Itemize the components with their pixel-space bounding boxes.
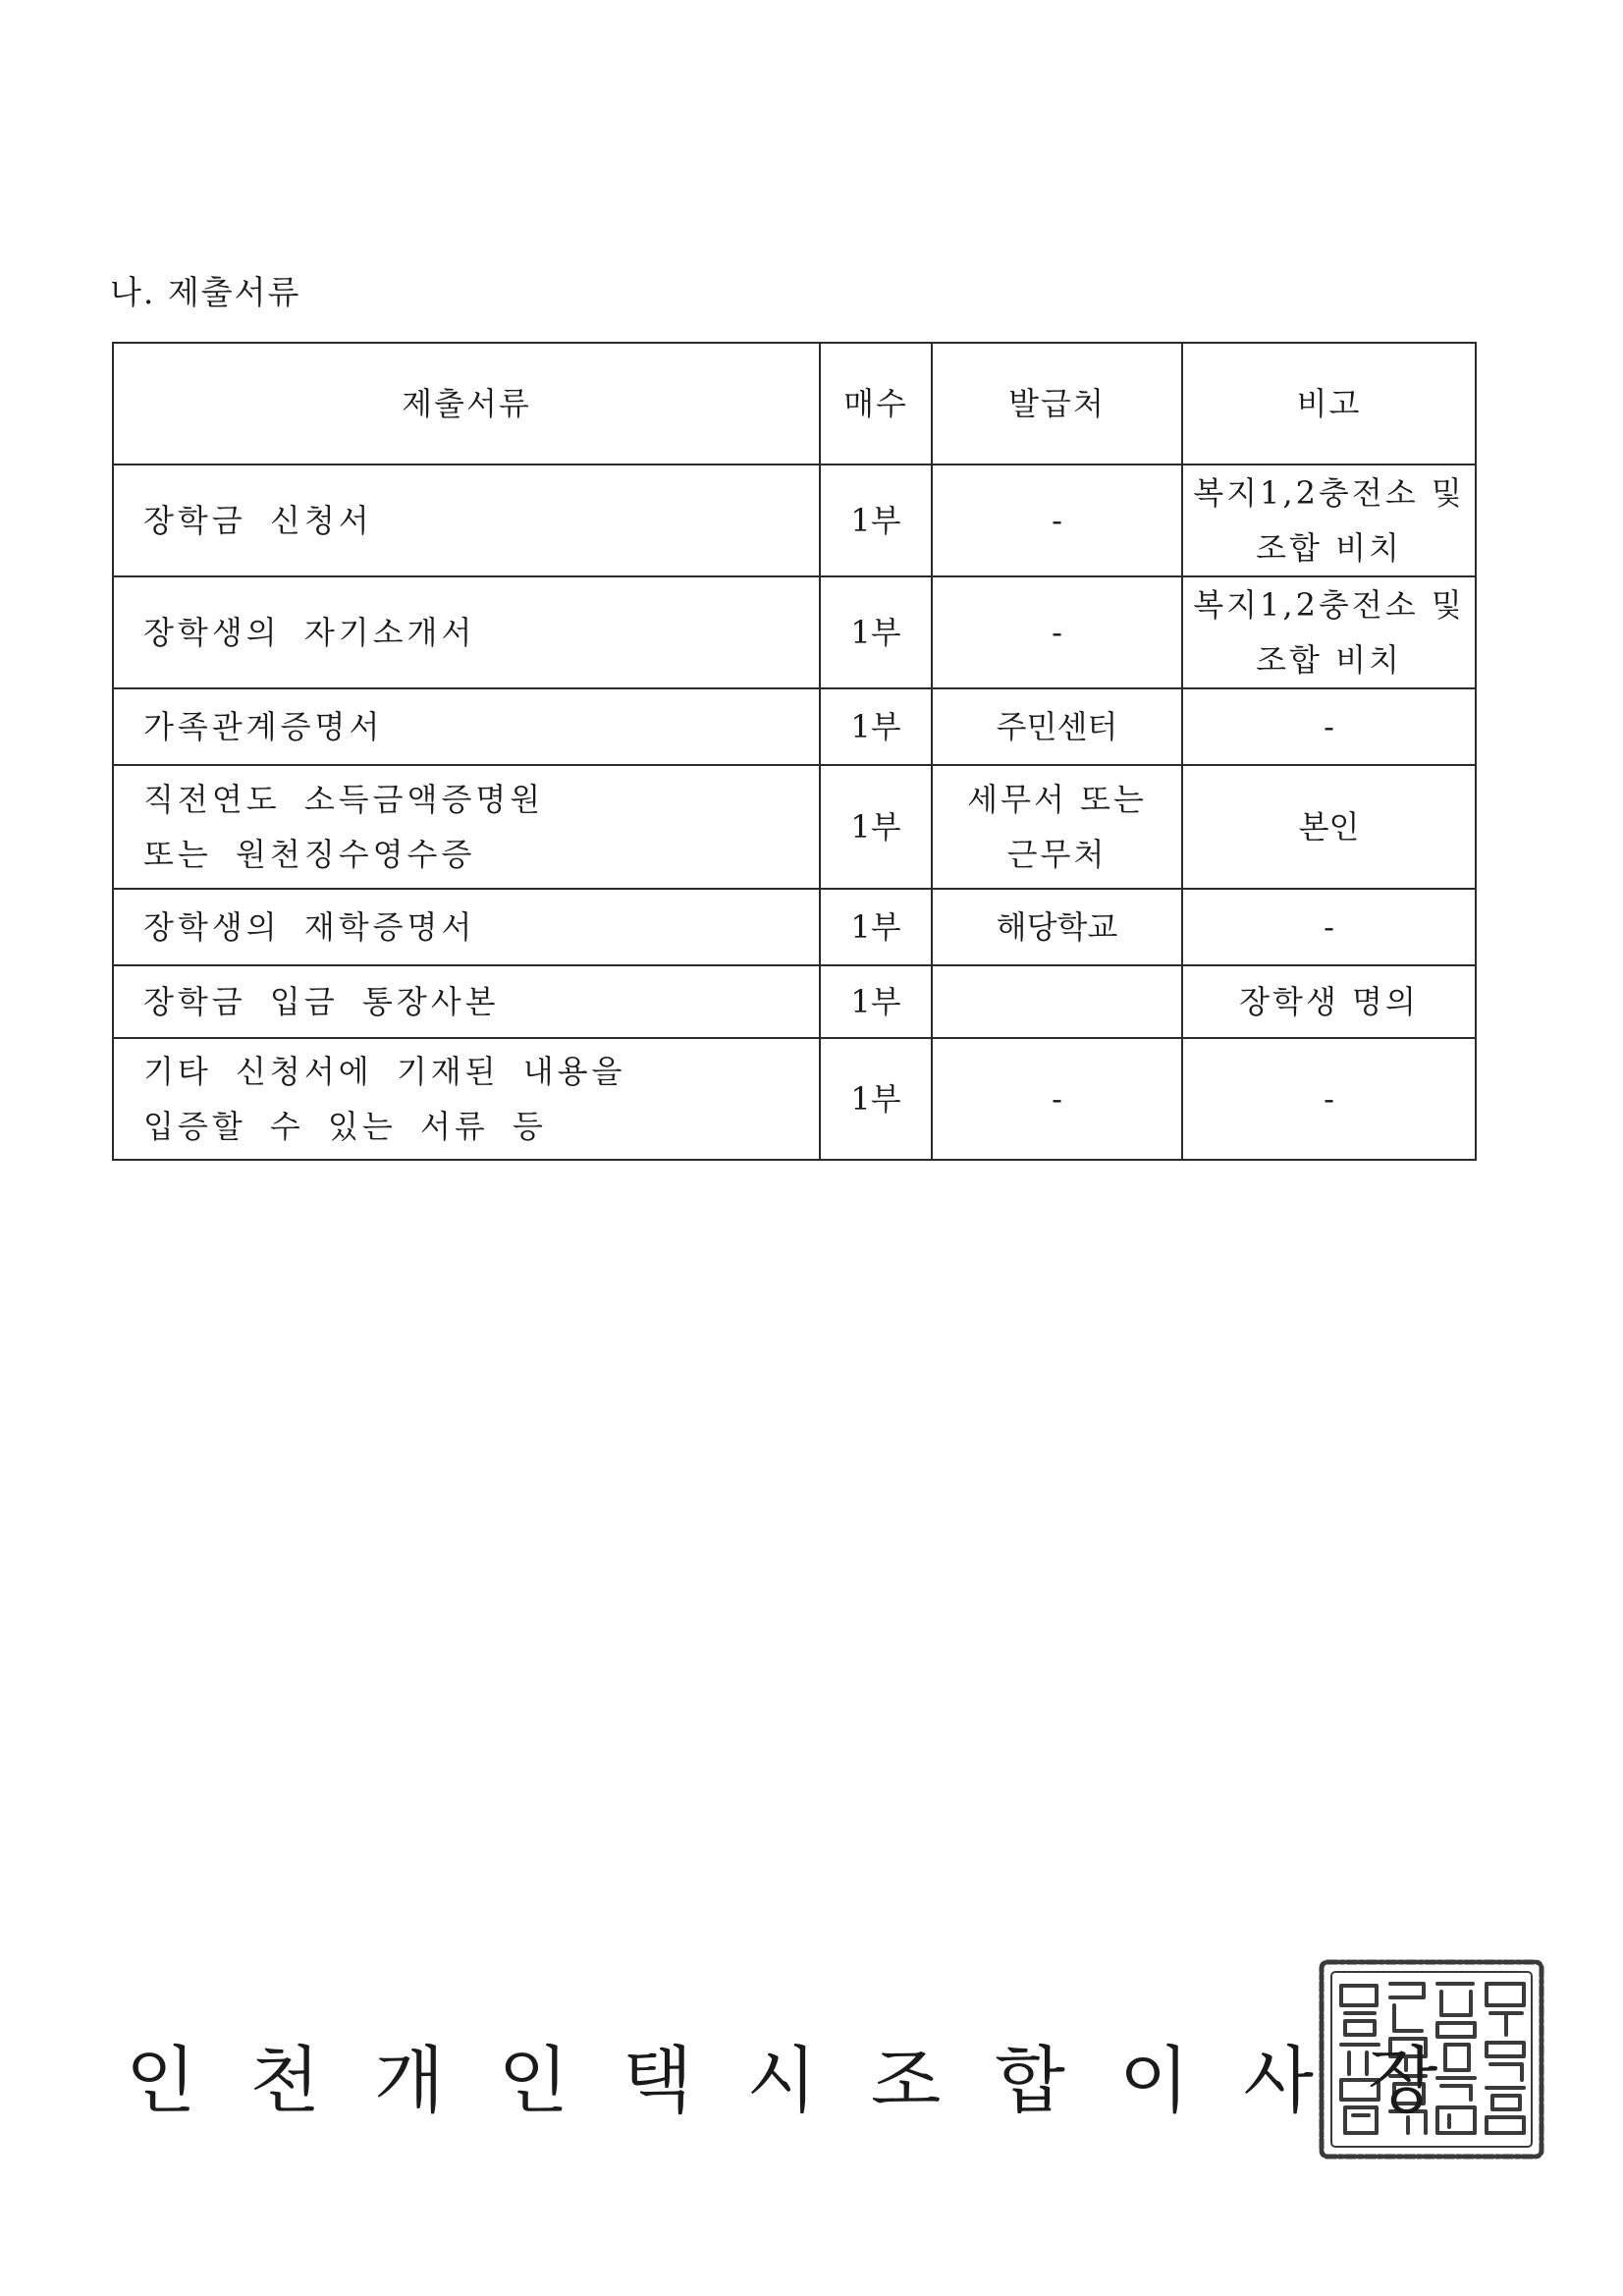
document-issuer: - bbox=[932, 1038, 1182, 1160]
document-issuer bbox=[932, 765, 1182, 889]
document-count: 1부 bbox=[820, 576, 932, 688]
document-note bbox=[1182, 576, 1476, 688]
document-name bbox=[113, 765, 820, 889]
document-issuer: 해당학교 bbox=[932, 889, 1182, 965]
table-row bbox=[113, 1038, 1476, 1160]
document-name-line: 직전연도 소득금액증명원 bbox=[143, 781, 545, 818]
signature-line: 인천개인택시조합이사장 bbox=[126, 2039, 1492, 2123]
document-issuer: - bbox=[932, 465, 1182, 576]
document-name-line: 기타 신청서에 기재된 내용을 bbox=[143, 1053, 626, 1090]
note-line: 복지1,2충전소 및 bbox=[1193, 474, 1465, 512]
documents-table bbox=[112, 342, 1477, 1161]
document-name: 가족관계증명서 bbox=[113, 688, 820, 765]
document-issuer bbox=[932, 965, 1182, 1038]
note-line: 복지1,2충전소 및 bbox=[1193, 586, 1465, 624]
issuer-line: 세무서 또는 bbox=[967, 781, 1147, 818]
table-row bbox=[113, 688, 1476, 765]
document-note: - bbox=[1182, 1038, 1476, 1160]
table-row bbox=[113, 889, 1476, 965]
document-name: 장학금 신청서 bbox=[113, 465, 820, 576]
document-note: 장학생 명의 bbox=[1182, 965, 1476, 1038]
note-line: 조합 비치 bbox=[1256, 641, 1402, 679]
document-count: 1부 bbox=[820, 688, 932, 765]
header-document: 제출서류 bbox=[113, 343, 820, 465]
document-note bbox=[1182, 465, 1476, 576]
table-header-row bbox=[113, 343, 1476, 465]
note-line: 조합 비치 bbox=[1256, 529, 1402, 567]
document-note: - bbox=[1182, 889, 1476, 965]
table-row bbox=[113, 765, 1476, 889]
document-note: - bbox=[1182, 688, 1476, 765]
document-name-line: 입증할 수 있는 서류 등 bbox=[143, 1108, 547, 1145]
document-name bbox=[113, 1038, 820, 1160]
header-note: 비고 bbox=[1182, 343, 1476, 465]
header-issuer: 발급처 bbox=[932, 343, 1182, 465]
document-name: 장학생의 재학증명서 bbox=[113, 889, 820, 965]
table-row bbox=[113, 965, 1476, 1038]
document-name: 장학금 입금 통장사본 bbox=[113, 965, 820, 1038]
document-name-line: 또는 원천징수영수증 bbox=[143, 836, 476, 873]
document-count: 1부 bbox=[820, 889, 932, 965]
table-row bbox=[113, 576, 1476, 688]
section-title: 나. 제출서류 bbox=[110, 273, 301, 311]
document-count: 1부 bbox=[820, 765, 932, 889]
document-count: 1부 bbox=[820, 465, 932, 576]
table-row bbox=[113, 465, 1476, 576]
issuer-line: 근무처 bbox=[1006, 836, 1108, 873]
header-count: 매수 bbox=[820, 343, 932, 465]
document-issuer: - bbox=[932, 576, 1182, 688]
document-count: 1부 bbox=[820, 1038, 932, 1160]
document-note: 본인 bbox=[1182, 765, 1476, 889]
document-count: 1부 bbox=[820, 965, 932, 1038]
document-issuer: 주민센터 bbox=[932, 688, 1182, 765]
document-name: 장학생의 자기소개서 bbox=[113, 576, 820, 688]
